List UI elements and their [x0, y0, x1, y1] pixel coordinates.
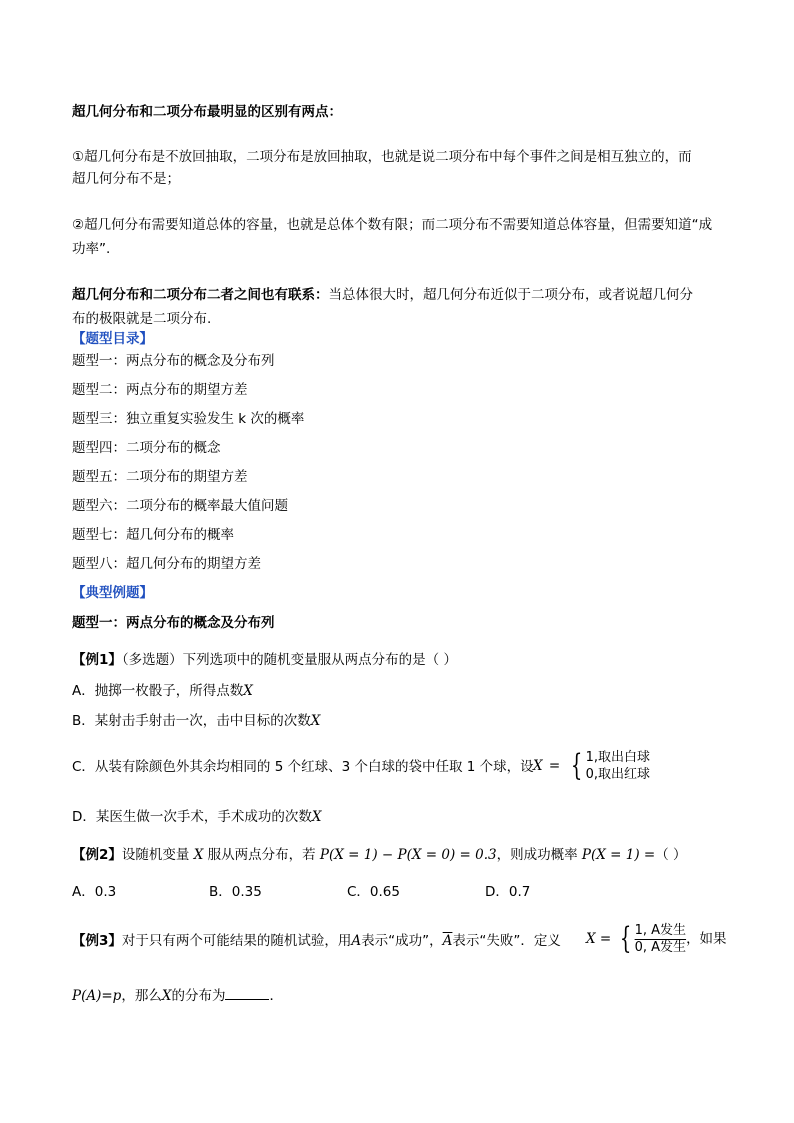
ex3-stem-c: 表示“失败”．定义: [452, 933, 561, 949]
var-x: X: [310, 713, 321, 729]
point1-line2: 超几何分布不是；: [72, 171, 180, 187]
ex2-option-c: C．0.65: [347, 884, 400, 900]
ex3-stem-b: 表示“成功”，: [361, 933, 443, 949]
relation-bold: 超几何分布和二项分布二者之间也有联系：: [72, 287, 329, 303]
ex1-option-c: [72, 750, 534, 775]
case-2: 0,取出红球: [585, 767, 651, 782]
ex1-option-d: [72, 808, 322, 826]
ex1-option-a-text: A．抛掷一枚骰子，所得点数: [72, 683, 244, 699]
relation-rest: 当总体很大时，超几何分布近似于二项分布，或者说超几何分: [328, 287, 693, 303]
ex2-expr1: P(X = 1) − P(X = 0) = 0.3: [319, 847, 497, 863]
catalog-item: 题型一：两点分布的概念及分布列: [72, 353, 275, 369]
ex1-option-c-cases: X = { 1,取出白球 0,取出红球: [533, 748, 651, 783]
catalog-item: 题型七：超几何分布的概率: [72, 527, 234, 543]
ex3-cases: X = { 1, A发生 0, A发生 ，如果: [586, 921, 727, 956]
case-1: 1,取出白球: [585, 750, 651, 765]
ex2-stem: [72, 846, 687, 864]
left-brace-icon: {: [619, 921, 631, 956]
left-brace-icon: {: [570, 748, 582, 783]
ex1-stem-text: （多选题）下列选项中的随机变量服从两点分布的是（ ）: [121, 652, 457, 668]
ex3-stem-d: ，如果: [686, 931, 727, 947]
catalog-item: 题型二：两点分布的期望方差: [72, 382, 248, 398]
ex2-expr2: P(X = 1) =: [581, 847, 656, 863]
catalog-item: 题型三：独立重复实验发生 k 次的概率: [72, 411, 305, 427]
cases: [635, 922, 686, 956]
relation-line2: 布的极限就是二项分布.: [72, 311, 212, 327]
cases: [586, 749, 650, 783]
case-2: 0, A发生: [634, 940, 687, 955]
catalog-item: 题型八：超几何分布的期望方差: [72, 556, 261, 572]
answer-blank[interactable]: [225, 985, 269, 1000]
catalog-item: 题型五：二项分布的期望方差: [72, 469, 248, 485]
ex1-stem: [72, 651, 457, 669]
ex1-tag: 【例1】: [72, 652, 122, 668]
var-x: X: [193, 847, 204, 863]
ex2-option-b: B．0.35: [209, 884, 262, 900]
ex2-tag: 【例2】: [72, 847, 122, 863]
catalog-title: 【题型目录】: [72, 331, 153, 347]
relation-line1: [72, 286, 693, 304]
var-x: X: [243, 683, 253, 699]
point2-line1: ②超几何分布需要知道总体的容量，也就是总体个数有限；而二项分布不需要知道总体容量，但需要知道“成: [72, 217, 713, 233]
ex3-line2-text: ，那么: [121, 988, 162, 1004]
ex3-tag: 【例3】: [72, 933, 122, 949]
ex3-line2-tail: 的分布为: [171, 988, 226, 1004]
var-x: X: [586, 931, 596, 947]
point2-line2: 功率”.: [72, 241, 111, 257]
ex1-option-b-text: B．某射击手射击一次，击中目标的次数: [72, 713, 311, 729]
ex3-stem: [72, 932, 561, 950]
ex1-option-c-text: C．从装有除颜色外其余均相同的 5 个红球、3 个白球的袋中任取 1 个球，设: [72, 759, 534, 775]
ex1-option-d-text: D．某医生做一次手术，手术成功的次数: [72, 809, 312, 825]
catalog-item: 题型六：二项分布的概率最大值问题: [72, 498, 288, 514]
ex2-stem-a: 设随机变量: [121, 847, 190, 863]
var-x: X: [161, 988, 172, 1004]
ex3-line2: [72, 985, 283, 1005]
ex1-option-b: [72, 712, 320, 730]
ex3-line2-end: ．: [269, 988, 283, 1004]
ex1-option-a: [72, 682, 253, 700]
catalog-item: 题型四：二项分布的概念: [72, 440, 221, 456]
var-a: A: [351, 933, 362, 949]
ex2-paren: （ ）: [655, 847, 687, 863]
intro-heading: 超几何分布和二项分布最明显的区别有两点：: [72, 104, 342, 120]
var-x: X: [311, 809, 322, 825]
point1-line1: ①超几何分布是不放回抽取，二项分布是放回抽取，也就是说二项分布中每个事件之间是相互独立的，而: [72, 149, 692, 165]
ex2-option-d: D．0.7: [485, 884, 531, 900]
section1-title: 题型一：两点分布的概念及分布列: [72, 615, 275, 631]
ex3-stem-a: 对于只有两个可能结果的随机试验，用: [121, 933, 352, 949]
ex2-stem-b: 服从两点分布，若: [207, 847, 316, 863]
ex2-stem-c: ，则成功概率: [496, 847, 578, 863]
var-x: X: [533, 758, 543, 774]
case-1: 1, A发生: [634, 923, 687, 938]
examples-title: 【典型例题】: [72, 585, 153, 601]
ex3-expr: P(A)=p: [72, 988, 122, 1004]
ex2-option-a: A．0.3: [72, 884, 117, 900]
var-a-bar: $\overline{A}$: [442, 933, 453, 949]
